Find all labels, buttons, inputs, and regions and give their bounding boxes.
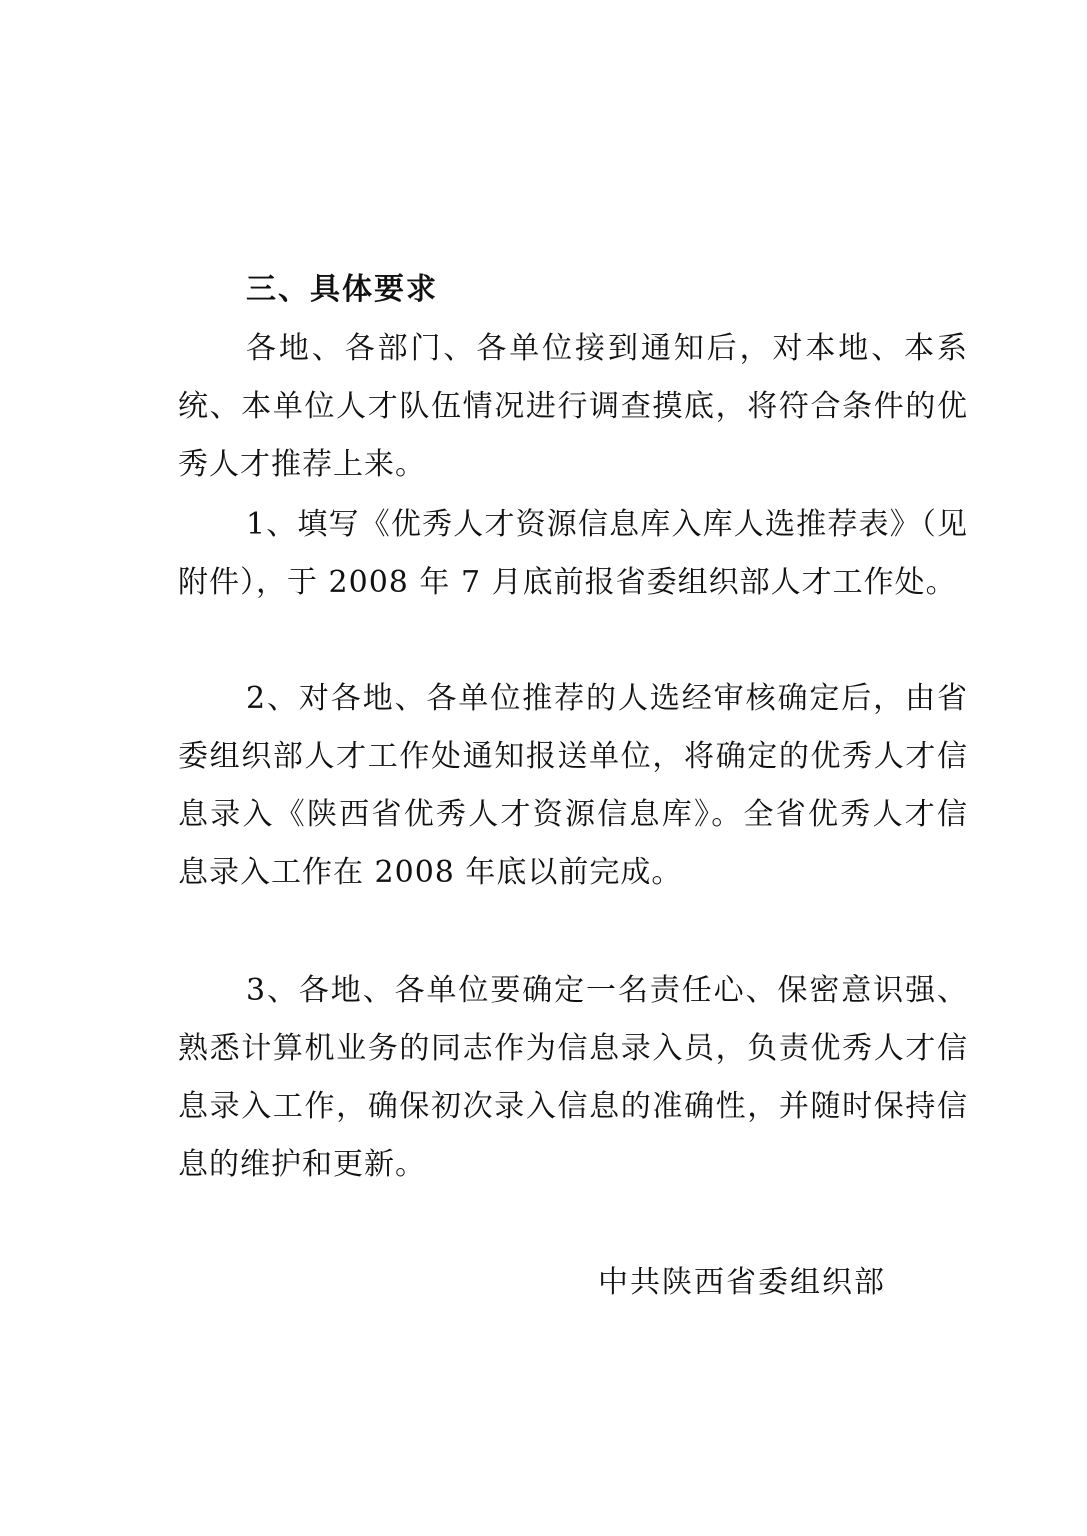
issuer-signature: 中共陕西省委组织部 <box>598 1265 886 1300</box>
section-heading: 三、具体要求 <box>246 272 438 307</box>
paragraph-item-3: 3、各地、各单位要确定一名责任心、保密意识强、熟悉计算机业务的同志作为信息录入员，负责优秀人才信息录入工作，确保初次录入信息的准确性，并随时保持信息的维护和更新。 <box>178 973 968 1182</box>
paragraph-item-1: 1、填写《优秀人才资源信息库入库人选推荐表》（见附件），于 2008 年 7 月底前报省委组织部人才工作处。 <box>178 507 968 600</box>
paragraph-intro: 各地、各部门、各单位接到通知后，对本地、本系统、本单位人才队伍情况进行调查摸底，将符合条件的优秀人才推荐上来。 <box>178 331 968 482</box>
paragraph-item-2: 2、对各地、各单位推荐的人选经审核确定后，由省委组织部人才工作处通知报送单位，将确定的优秀人才信息录入《陕西省优秀人才资源信息库》。全省优秀人才信息录入工作在 2008 年底以前完成。 <box>178 681 968 890</box>
